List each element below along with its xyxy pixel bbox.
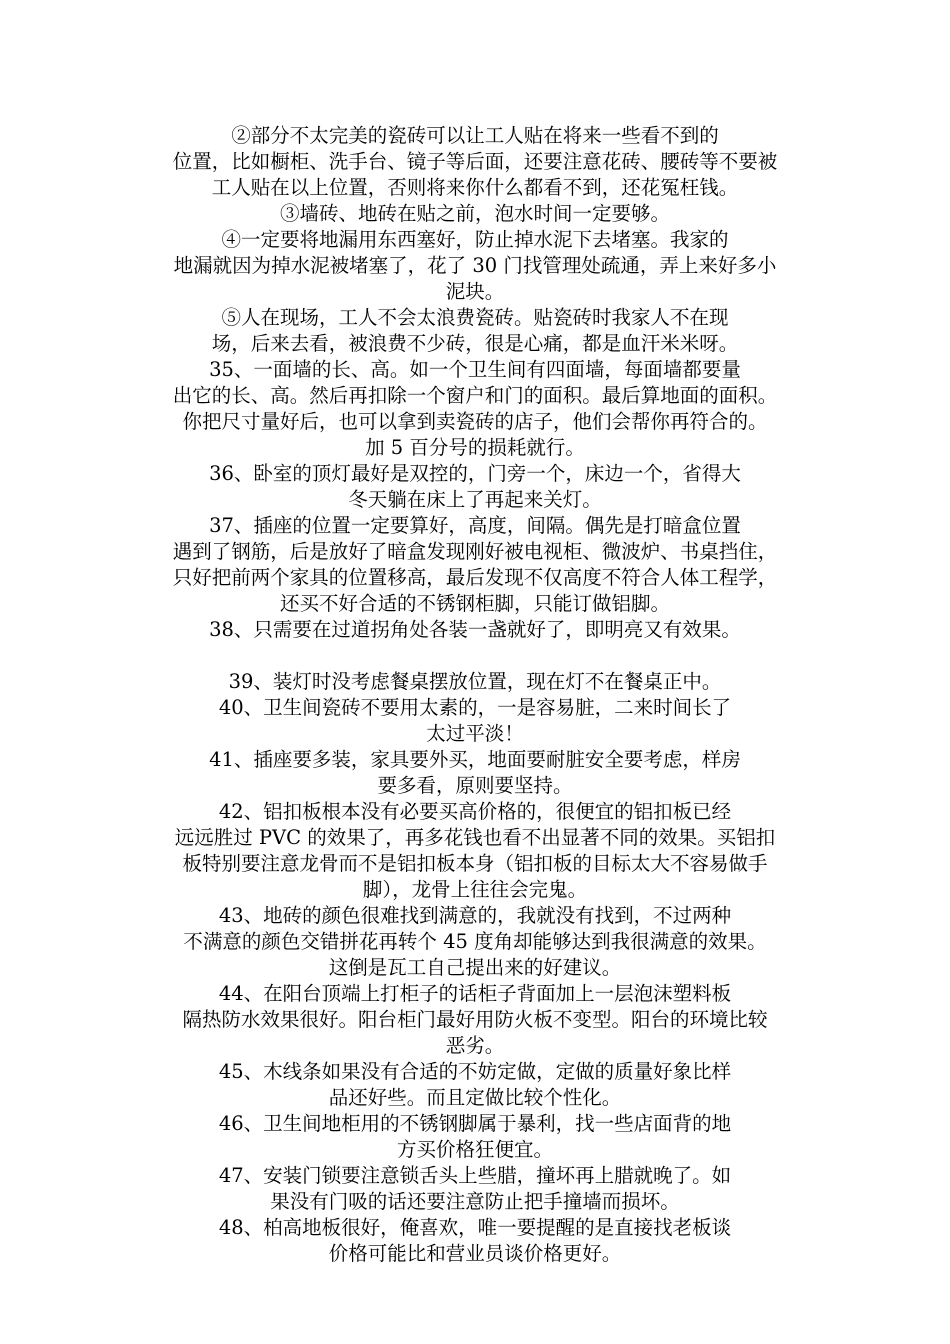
text-line: 43、地砖的颜色很难找到满意的，我就没有找到，不过两种 [218, 904, 732, 927]
text-line: 你把尺寸量好后，也可以拿到卖瓷砖的店子，他们会帮你再符合的。 [182, 410, 768, 433]
text-line: 出它的长、高。然后再扣除一个窗户和门的面积。最后算地面的面积。 [172, 384, 778, 407]
text-line: 42、铝扣板根本没有必要买高价格的，很便宜的铝扣板已经 [218, 800, 732, 823]
text-line: 位置，比如橱柜、洗手台、镜子等后面，还要注意花砖、腰砖等不要被 [172, 150, 778, 173]
text-line: 36、卧室的顶灯最好是双控的，门旁一个，床边一个，省得大 [209, 462, 741, 485]
text-line: 46、卫生间地柜用的不锈钢脚属于暴利，找一些店面背的地 [218, 1112, 732, 1135]
text-line: 远远胜过 PVC 的效果了，再多花钱也看不出显著不同的效果。买铝扣 [174, 826, 776, 849]
text-line: 48、柏高地板很好，俺喜欢，唯一要提醒的是直接找老板谈 [218, 1216, 732, 1239]
text-line: 39、装灯时没考虑餐桌摆放位置，现在灯不在餐桌正中。 [228, 670, 722, 693]
text-line: 35、一面墙的长、高。如一个卫生间有四面墙，每面墙都要量 [209, 358, 741, 381]
text-line: 37、插座的位置一定要算好，高度，间隔。偶先是打暗盒位置 [209, 514, 741, 537]
text-line: 板特别要注意龙骨而不是铝扣板本身（铝扣板的目标太大不容易做手 [182, 852, 768, 875]
text-line: 44、在阳台顶端上打柜子的话柜子背面加上一层泡沫塑料板 [218, 982, 732, 1005]
text-line: 品还好些。而且定做比较个性化。 [328, 1086, 622, 1109]
text-line: 要多看，原则要坚持。 [377, 774, 573, 797]
text-line: 还买不好合适的不锈钢柜脚，只能订做铝脚。 [279, 592, 670, 615]
text-line: 45、木线条如果没有合适的不妨定做，定做的质量好象比样 [218, 1060, 732, 1083]
text-line: 恶劣。 [445, 1034, 505, 1057]
text-line: ⑤人在现场，工人不会太浪费瓷砖。贴瓷砖时我家人不在现 [221, 306, 729, 329]
text-line: 太过平淡！ [426, 722, 524, 745]
text-line: 隔热防水效果很好。阳台柜门最好用防火板不变型。阳台的环境比较 [182, 1008, 768, 1031]
text-line: 方买价格狂便宜。 [396, 1138, 553, 1161]
text-line: ③墙砖、地砖在贴之前，泡水时间一定要够。 [279, 202, 670, 225]
text-line: 38、只需要在过道拐角处各装一盏就好了，即明亮又有效果。 [209, 618, 741, 641]
text-line: 41、插座要多装，家具要外买，地面要耐脏安全要考虑，样房 [209, 748, 741, 771]
text-line: 只好把前两个家具的位置移高，最后发现不仅高度不符合人体工程学， [172, 566, 778, 589]
text-line: 这倒是瓦工自己提出来的好建议。 [328, 956, 622, 979]
text-line: 47、安装门锁要注意锁舌头上些腊，撞坏再上腊就晚了。如 [218, 1164, 732, 1187]
text-line: 冬天躺在床上了再起来关灯。 [348, 488, 602, 511]
text-line: 价格可能比和营业员谈价格更好。 [328, 1242, 622, 1265]
text-line: 场，后来去看，被浪费不少砖，很是心痛，都是血汗米米呀。 [211, 332, 739, 355]
text-line: 40、卫生间瓷砖不要用太素的，一是容易脏，二来时间长了 [218, 696, 732, 719]
text-line: 不满意的颜色交错拼花再转个 45 度角却能够达到我很满意的效果。 [183, 930, 767, 953]
text-line: 加 5 百分号的损耗就行。 [365, 436, 585, 459]
text-line: 工人贴在以上位置，否则将来你什么都看不到，还花冤枉钱。 [211, 176, 739, 199]
text-line: 果没有门吸的话还要注意防止把手撞墙而损坏。 [270, 1190, 680, 1213]
text-line: ④一定要将地漏用东西塞好，防止掉水泥下去堵塞。我家的 [221, 228, 729, 251]
text-line: 脚），龙骨上往往会完鬼。 [362, 878, 588, 901]
text-line: ②部分不太完美的瓷砖可以让工人贴在将来一些看不到的 [231, 124, 719, 147]
text-line: 地漏就因为掉水泥被堵塞了，花了 30 门找管理处疏通，弄上来好多小 [173, 254, 777, 277]
text-line: 遇到了钢筋，后是放好了暗盒发现刚好被电视柜、微波炉、书桌挡住， [172, 540, 778, 563]
text-line: 泥块。 [445, 280, 505, 303]
